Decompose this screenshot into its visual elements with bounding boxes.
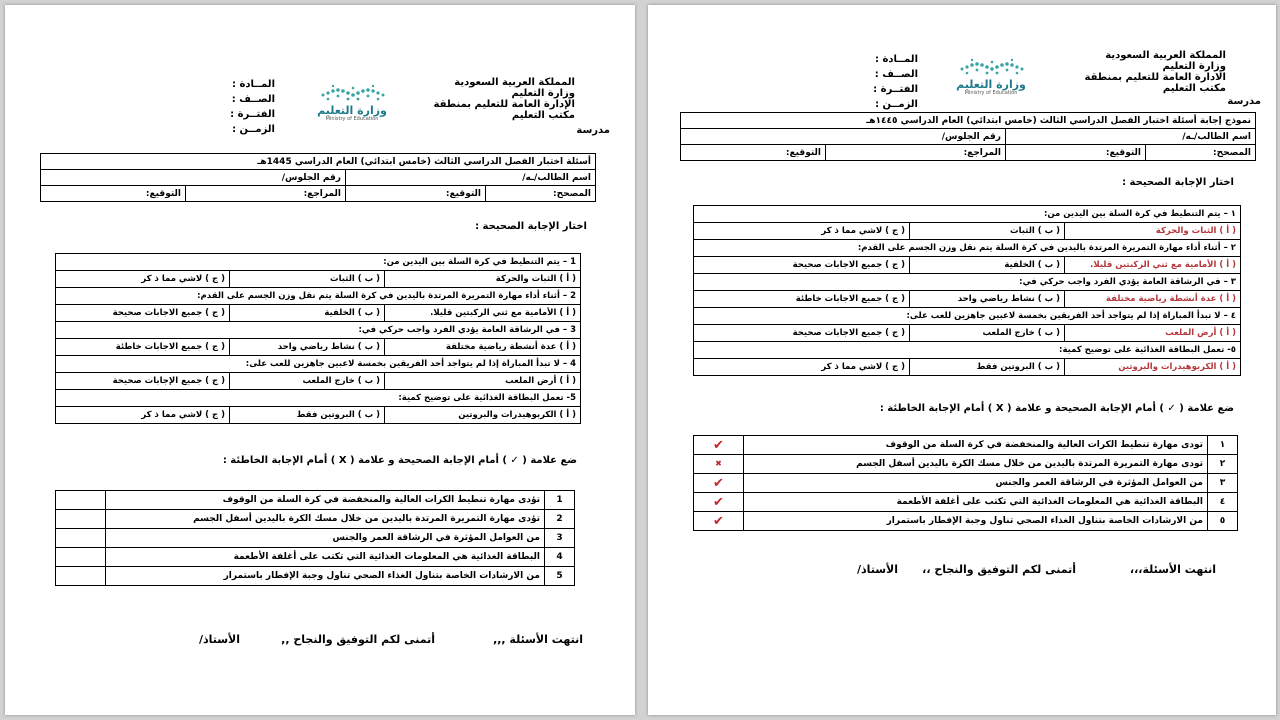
- answer-cell[interactable]: [694, 474, 744, 493]
- statement-text: من الارشادات الخاصة بتناول الغذاء الصحي تناول وجبة الإفطار باستمرار: [744, 512, 1208, 531]
- option-c[interactable]: ( ج ) جميع الإجابات صحيحة: [56, 373, 230, 390]
- seat-number-field[interactable]: رقم الجلوس/: [681, 129, 1006, 145]
- school-header: [1066, 50, 1261, 107]
- statement-text: تودى مهارة تنطيط الكرات العالية والمنخفضة في كرة السلة من الوقوف: [744, 436, 1208, 455]
- logo-subtext: Ministry of Education: [964, 90, 1018, 96]
- answer-cell[interactable]: [56, 567, 106, 586]
- option-c[interactable]: ( ج ) جميع الاجابات خاطئة: [694, 291, 910, 308]
- option-a[interactable]: ( أ ) عدة أنشطة رياضية مختلفة: [385, 339, 581, 356]
- answer-cell[interactable]: [694, 436, 744, 455]
- mcq-table: [55, 253, 581, 424]
- option-a[interactable]: ( أ ) الأمامية مع ثني الركبتين قليلا.: [385, 305, 581, 322]
- logo-text: وزارة التعليم: [317, 104, 387, 117]
- question-text: 2 – أثناء أداء مهارة التمريرة المرتدة باليدين في كرة السلة يتم نقل وزن الجسم على القدم:: [56, 288, 581, 305]
- option-a-correct[interactable]: ( أ ) الثبات والحركة: [1065, 223, 1241, 240]
- reviewer-field[interactable]: المراجع:: [826, 145, 1006, 161]
- answer-cell[interactable]: [56, 529, 106, 548]
- signature-field[interactable]: التوقيع:: [346, 186, 486, 202]
- statement-number: 5: [545, 567, 575, 586]
- logo-subtext: Ministry of Education: [325, 116, 379, 122]
- option-b[interactable]: ( ب ) خارج الملعب: [230, 373, 385, 390]
- good-luck-text: أتمنى لكم التوفيق والنجاح ،،: [922, 563, 1076, 576]
- logo-dots-icon: [956, 57, 1026, 79]
- answer-cell[interactable]: [56, 548, 106, 567]
- header-line: وزارة التعليم: [1162, 61, 1226, 72]
- good-luck-text: أتمنى لكم التوفيق والنجاح ,,: [281, 633, 435, 646]
- exam-info-table: [40, 153, 596, 202]
- seat-number-field[interactable]: رقم الجلوس/: [41, 170, 346, 186]
- option-a[interactable]: ( أ ) الثبات والحركة: [385, 271, 581, 288]
- time-label: الزمــن :: [875, 99, 918, 110]
- statement-number: 2: [545, 510, 575, 529]
- header-line: مدرسة: [1227, 96, 1261, 107]
- answer-cell[interactable]: [694, 512, 744, 531]
- header-line: الادارة العامة للتعليم بمنطقة: [1084, 72, 1226, 83]
- header-line: الإدارة العامة للتعليم بمنطقة: [433, 99, 575, 110]
- statement-number: ٢: [1208, 455, 1238, 474]
- answer-cell[interactable]: [56, 491, 106, 510]
- question-text: 4 – لا تبدأ المباراة إذا لم يتواجد أحد الفريقين بخمسة لاعبين جاهزين للعب على:: [56, 356, 581, 373]
- true-false-table: [693, 435, 1238, 531]
- option-b[interactable]: ( ب ) نشاط رياضي واحد: [230, 339, 385, 356]
- answer-key-sheet: [648, 5, 1276, 715]
- check-mark-icon: ✔: [713, 437, 724, 453]
- option-c[interactable]: ( ج ) جميع الاجابات صحيحة: [694, 325, 910, 342]
- period-label: الفتــرة :: [230, 109, 275, 120]
- statement-number: ١: [1208, 436, 1238, 455]
- teacher-label: الأستاذ/: [856, 563, 898, 576]
- header-line: مكتب التعليم: [1162, 83, 1226, 94]
- option-a-correct[interactable]: ( أ ) الكربوهيدرات والبروتين: [1065, 359, 1241, 376]
- statement-number: ٤: [1208, 493, 1238, 512]
- check-mark-icon: ✔: [713, 494, 724, 510]
- exam-title: نموذج إجابة أسئلة اختبار الفصل الدراسي الثالث (خامس ابتدائي) العام الدراسي ١٤٤٥هـ: [681, 113, 1256, 129]
- check-mark-icon: ✔: [713, 513, 724, 529]
- option-a-correct[interactable]: ( أ ) أرض الملعب: [1065, 325, 1241, 342]
- class-label: الصــف :: [874, 69, 918, 80]
- option-b[interactable]: ( ب ) الخلفية: [910, 257, 1065, 274]
- answer-cell[interactable]: [694, 493, 744, 512]
- logo-text: وزارة التعليم: [956, 78, 1026, 91]
- question-text: 3 – في الرشاقة العامة يؤدي الفرد واجب حركي في:: [56, 322, 581, 339]
- header-line: المملكة العربية السعودية: [1105, 50, 1226, 61]
- student-name-field[interactable]: اسم الطالب/ـه/: [346, 170, 596, 186]
- mcq-heading: اختار الإجابة الصحيحة :: [475, 221, 587, 232]
- question-text: ٤ – لا تبدأ المباراة إذا لم يتواجد أحد الفريقين بخمسة لاعبين جاهزين للعب على:: [694, 308, 1241, 325]
- check-mark-icon: ✔: [713, 475, 724, 491]
- end-of-questions: انتهت الأسئلة ,,,: [493, 633, 583, 646]
- subject-label: المــادة :: [875, 54, 918, 65]
- signature-field-2[interactable]: التوقيع:: [681, 145, 826, 161]
- statement-text: تؤدى مهارة التمريرة المرتدة باليدين من خلال مسك الكرة باليدين أسفل الجسم: [106, 510, 545, 529]
- statement-text: من العوامل المؤثرة في الرشاقة العمر والجنس: [106, 529, 545, 548]
- option-c[interactable]: ( ج ) لاشي مما ذ كر: [694, 223, 910, 240]
- statement-text: من الارشادات الخاصة بتناول الغذاء الصحي تناول وجبة الإفطار باستمرار: [106, 567, 545, 586]
- student-name-field[interactable]: اسم الطالب/ـه/: [1006, 129, 1256, 145]
- option-b[interactable]: ( ب ) الثبات: [910, 223, 1065, 240]
- question-text: 5- تعمل البطاقة الغذائية على توضيح كمية:: [56, 390, 581, 407]
- statement-text: البطاقة الغذائية هي المعلومات الغذائية التي تكتب على أغلفة الأطعمة: [744, 493, 1208, 512]
- statement-text: تودى مهارة التمريرة المرتدة باليدين من خلال مسك الكرة باليدين أسفل الجسم: [744, 455, 1208, 474]
- option-a-correct[interactable]: ( أ ) الأمامية مع ثني الركبتين قليلا.: [1065, 257, 1241, 274]
- option-c[interactable]: ( ج ) جميع الاجابات صحيحة: [694, 257, 910, 274]
- option-a[interactable]: ( أ ) الكربوهيدرات والبروتين: [385, 407, 581, 424]
- statement-number: ٣: [1208, 474, 1238, 493]
- ministry-logo: [297, 83, 407, 122]
- mcq-heading: اختار الإجابة الصحيحة :: [1122, 177, 1234, 188]
- signature-field[interactable]: التوقيع:: [1006, 145, 1146, 161]
- subject-block: [205, 77, 275, 137]
- corrector-field[interactable]: المصحح:: [486, 186, 596, 202]
- question-text: ١ – يتم التنطيط في كرة السلة بين اليدين من:: [694, 206, 1241, 223]
- option-b[interactable]: ( ب ) خارج الملعب: [910, 325, 1065, 342]
- question-text: ٣ – في الرشاقة العامة يؤدي الفرد واجب حركي في:: [694, 274, 1241, 291]
- option-c[interactable]: ( ج ) لاشي مما ذ كر: [56, 271, 230, 288]
- class-label: الصــف :: [231, 94, 275, 105]
- option-a[interactable]: ( أ ) أرض الملعب: [385, 373, 581, 390]
- option-c[interactable]: ( ج ) جميع الاجابات صحيحة: [56, 305, 230, 322]
- question-text: ٢ – أثناء أداء مهارة التمريرة المرتدة باليدين في كرة السلة يتم نقل وزن الجسم على القدم:: [694, 240, 1241, 257]
- statement-text: من العوامل المؤثرة في الرشاقة العمر والجنس: [744, 474, 1208, 493]
- statement-number: ٥: [1208, 512, 1238, 531]
- tf-heading: ضع علامة ( ✓ ) أمام الإجابة الصحيحة و علامة ( X ) أمام الإجابة الخاطئة :: [222, 455, 577, 466]
- subject-block: [848, 52, 918, 112]
- period-label: الفتــرة :: [873, 84, 918, 95]
- reviewer-field[interactable]: المراجع:: [186, 186, 346, 202]
- option-b[interactable]: ( ب ) الخلفية: [230, 305, 385, 322]
- option-c[interactable]: ( ج ) لاشي مما ذ كر: [56, 407, 230, 424]
- option-a-correct[interactable]: ( أ ) عدة أنشطة رياضية مختلفة: [1065, 291, 1241, 308]
- option-b[interactable]: ( ب ) الثبات: [230, 271, 385, 288]
- option-b[interactable]: ( ب ) نشاط رياضي واحد: [910, 291, 1065, 308]
- x-mark-icon: ✖: [715, 459, 722, 468]
- answer-cell[interactable]: [694, 455, 744, 474]
- option-c[interactable]: ( ج ) جميع الاجابات خاطئة: [56, 339, 230, 356]
- question-text: 1 – يتم التنطيط في كرة السلة بين اليدين من:: [56, 254, 581, 271]
- statement-text: البطاقة الغذائية هي المعلومات الغذائية التي تكتب على أغلفة الأطعمة: [106, 548, 545, 567]
- option-b[interactable]: ( ب ) البروتين فقط: [230, 407, 385, 424]
- true-false-table: [55, 490, 575, 586]
- statement-number: 3: [545, 529, 575, 548]
- exam-title: أسئلة اختبار الفصل الدراسي الثالث (خامس ابتدائي) العام الدراسي 1445هـ: [41, 154, 596, 170]
- header-line: مدرسة: [576, 125, 610, 136]
- header-line: مكتب التعليم: [511, 110, 575, 121]
- header-line: المملكة العربية السعودية: [454, 77, 575, 88]
- mcq-table: [693, 205, 1241, 376]
- time-label: الزمــن :: [232, 124, 275, 135]
- header-line: وزارة التعليم: [511, 88, 575, 99]
- statement-number: 1: [545, 491, 575, 510]
- answer-cell[interactable]: [56, 510, 106, 529]
- question-text: ٥- تعمل البطاقة الغذائية على توضيح كمية:: [694, 342, 1241, 359]
- end-of-questions: انتهت الأسئلة،،،: [1129, 563, 1216, 576]
- logo-dots-icon: [317, 83, 387, 105]
- option-c[interactable]: ( ج ) لاشي مما ذ كر: [694, 359, 910, 376]
- question-sheet: [5, 5, 635, 715]
- ministry-logo: [936, 57, 1046, 96]
- corrector-field[interactable]: المصحح:: [1146, 145, 1256, 161]
- exam-info-table: [680, 112, 1256, 161]
- option-b[interactable]: ( ب ) البروتين فقط: [910, 359, 1065, 376]
- school-header: [415, 77, 610, 136]
- teacher-label: الأستاذ/: [198, 633, 240, 646]
- statement-text: تؤدى مهارة تنطيط الكرات العالية والمنخفضة في كرة السلة من الوقوف: [106, 491, 545, 510]
- tf-heading: ضع علامة ( ✓ ) أمام الإجابة الصحيحة و علامة ( X ) أمام الإجابة الخاطئة :: [879, 403, 1234, 414]
- subject-label: المــادة :: [232, 79, 275, 90]
- signature-field-2[interactable]: التوقيع:: [41, 186, 186, 202]
- statement-number: 4: [545, 548, 575, 567]
